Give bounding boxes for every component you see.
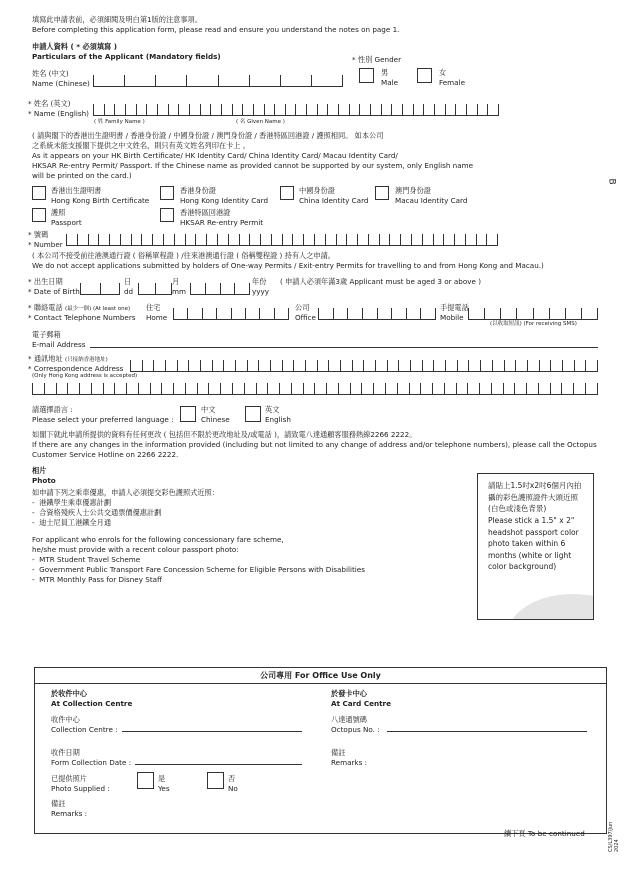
office-phone-label-en: Office <box>295 313 316 322</box>
doc-passport-zh: 護照 <box>51 208 66 217</box>
collection-centre-label-zh: 收件中心 <box>51 715 80 724</box>
remarks-label-zh: 備註 <box>51 799 66 808</box>
name-english-label-en: * Name (English) <box>28 109 89 118</box>
photo-intro-en-2: he/she must provide with a recent colour passport photo: <box>32 545 239 554</box>
lang-english-zh: 英文 <box>265 405 280 414</box>
given-name-caption: ( 名 Given Name ) <box>236 119 285 125</box>
dob-day-label-en: dd <box>124 287 134 296</box>
photo-item-en-1-text: MTR Student Travel Scheme <box>39 555 141 564</box>
photo-heading-en: Photo <box>32 476 56 485</box>
office-phone-input[interactable] <box>318 308 436 320</box>
address-label-en: * Correspondence Address <box>28 364 124 373</box>
office-phone-label-zh: 公司 <box>295 303 310 312</box>
contact-label-zh <box>28 303 130 313</box>
doc-macau-id-en: Macau Identity Card <box>395 196 468 205</box>
office-use-title: 公司專用 For Office Use Only <box>35 668 606 684</box>
permit-note-zh: ( 本公司不接受前往港澳通行證 ( 俗稱單程證 ) /往來港澳通行證 ( 俗稱雙程證 ) 持有人之申請。 <box>32 251 335 260</box>
photo-item-en-1: - MTR Student Travel Scheme <box>32 555 141 564</box>
photo-heading-zh: 相片 <box>32 466 47 475</box>
form-code: CS/L397/Jun 2024 <box>608 821 621 852</box>
doc-hk-id-en: Hong Kong Identity Card <box>180 196 269 205</box>
photo-item-en-2: - Government Public Transport Fare Concession Scheme for Eligible Persons with Disabilities <box>32 565 365 574</box>
change-note-en-2: Customer Service Hotline on 2266 2222. <box>32 450 179 459</box>
collection-date-label-zh: 收件日期 <box>51 748 80 757</box>
photo-item-zh-2: - 合資格殘疾人士公共交通票價優惠計劃 <box>32 508 162 517</box>
address-note-zh: (只接納香港地址) <box>64 357 108 363</box>
change-note-zh: 如閣下就此申請所提供的資料有任何更改 ( 包括但不限於更改地址及/或電話 )，請致電八達通顧客服務熱線2266 2222。 <box>32 430 417 439</box>
id-note-en-3: will be printed on the card.) <box>32 171 132 180</box>
permit-note-en: We do not accept applications submitted by holders of One-way Permits / Exit-entry Permits for travelling to and from Hong Kong and Macau.) <box>32 261 544 270</box>
email-input[interactable] <box>90 347 598 348</box>
octopus-no-label-zh: 八達通號碼 <box>331 715 367 724</box>
yes-label-en: Yes <box>158 784 170 793</box>
doc-china-id-en: China Identity Card <box>299 196 369 205</box>
doc-hk-id-checkbox[interactable] <box>160 186 174 200</box>
intro-zh: 填寫此申請表前，必須細閱及明白第1版的注意事項。 <box>32 15 202 24</box>
doc-macau-id-checkbox[interactable] <box>375 186 389 200</box>
name-english-input[interactable] <box>93 104 499 116</box>
name-chinese-label-zh: 姓名 (中文) <box>32 69 69 78</box>
address-label-zh <box>28 354 108 364</box>
male-label-en: Male <box>381 78 399 87</box>
id-note-en-1: As it appears on your HK Birth Certificate/ HK Identity Card/ China Identity Card/ Macau Identity Card/ <box>32 151 398 160</box>
lang-chinese-zh: 中文 <box>201 405 216 414</box>
intro-en: Before completing this application form, please read and ensure you understand the notes on page 1. <box>32 25 400 34</box>
family-name-caption: ( 姓 Family Name ) <box>94 119 145 125</box>
id-number-input[interactable] <box>66 234 498 246</box>
number-label-en: * Number <box>28 240 63 249</box>
language-english-checkbox[interactable] <box>245 406 261 422</box>
mobile-label-en: Mobile <box>440 313 464 322</box>
photo-supplied-label-zh: 已提供照片 <box>51 774 87 783</box>
photo-item-zh-1: - 港鐵學生乘車優惠計劃 <box>32 498 112 507</box>
collection-centre-heading-zh: 於收件中心 <box>51 689 87 698</box>
gender-label: * 性別 Gender <box>352 55 402 64</box>
photo-supplied-no-checkbox[interactable] <box>207 772 224 789</box>
photo-upload-area[interactable] <box>477 473 594 620</box>
dob-label-zh: * 出生日期 <box>28 277 63 286</box>
id-note-en-2: HKSAR Re-entry Permit/ Passport. If the Chinese name as provided cannot be supported by our system, only English name <box>32 161 474 170</box>
email-label-en: E-mail Address <box>32 340 86 349</box>
dob-day-label-zh: 日 <box>124 277 132 286</box>
photo-supplied-yes-checkbox[interactable] <box>137 772 154 789</box>
age-note: ( 申請人必須年滿3歲 Applicant must be aged 3 or above ) <box>280 277 482 286</box>
change-note-en-1: If there are any changes in the information provided (including but not limited to any change of address and/or telephone numbers), please call the Octopus <box>32 440 597 449</box>
sms-note: (以收取短訊) (For receiving SMS) <box>490 321 577 327</box>
language-chinese-checkbox[interactable] <box>180 406 196 422</box>
doc-passport-checkbox[interactable] <box>32 208 46 222</box>
photo-item-en-2-text: Government Public Transport Fare Concession Scheme for Eligible Persons with Disabilities <box>39 565 365 574</box>
dob-label-en: * Date of Birth <box>28 287 80 296</box>
home-phone-input[interactable] <box>173 308 289 320</box>
gender-male-checkbox[interactable] <box>359 68 374 83</box>
office-use-section <box>34 667 607 834</box>
card-centre-heading-en: At Card Centre <box>331 699 391 708</box>
photo-item-zh-1-text: 港鐵學生乘車優惠計劃 <box>39 498 112 507</box>
address-note-en: (Only Hong Kong address is accepted) <box>32 373 138 379</box>
doc-hk-birth-cert-en: Hong Kong Birth Certificate <box>51 196 150 205</box>
photo-placeholder-curve <box>508 594 594 620</box>
doc-china-id-checkbox[interactable] <box>280 186 294 200</box>
collection-centre-heading-en: At Collection Centre <box>51 699 133 708</box>
octopus-no-input[interactable] <box>387 731 587 732</box>
applicant-heading-zh: 申請人資料 ( * 必須填寫 ) <box>32 42 118 51</box>
home-label-en: Home <box>146 313 168 322</box>
photo-item-zh-2-text: 合資格殘疾人士公共交通票價優惠計劃 <box>39 508 162 517</box>
address-line-1-input[interactable] <box>130 360 598 372</box>
continued-en: To be continued <box>527 829 585 838</box>
contact-label-zh-text: * 聯絡電話 <box>28 303 63 312</box>
photo-item-zh-3: - 迪士尼員工港鐵全月通 <box>32 518 112 527</box>
doc-macau-id-zh: 澳門身份證 <box>395 186 431 195</box>
lang-english-en: English <box>265 415 291 424</box>
collection-centre-input[interactable] <box>122 731 302 732</box>
photo-supplied-label-en: Photo Supplied : <box>51 784 110 793</box>
collection-date-input[interactable] <box>135 764 302 765</box>
language-label-en: Please select your preferred language : <box>32 415 174 424</box>
applicant-heading-en: Particulars of the Applicant (Mandatory fields) <box>32 52 221 61</box>
id-note-zh-1: ( 請與閣下的香港出生證明書 / 香港身份證 / 中國身份證 / 澳門身份證 / 香港特區回港證 / 護照相同。 如本公司 <box>32 131 384 140</box>
photo-item-zh-3-text: 迪士尼員工港鐵全月通 <box>39 518 112 527</box>
number-label-zh: * 號碼 <box>28 230 49 239</box>
continued-label <box>504 829 585 838</box>
photo-intro-zh: 如申請下列之乘車優惠，申請人必須提交彩色護照式近照： <box>32 488 219 497</box>
doc-reentry-permit-zh: 香港特區回港證 <box>180 208 231 217</box>
yes-label-zh: 是 <box>158 774 166 783</box>
gender-female-checkbox[interactable] <box>417 68 432 83</box>
dob-year-label-en: yyyy <box>252 287 270 296</box>
photo-item-en-3-text: MTR Monthly Pass for Disney Staff <box>39 575 162 584</box>
octopus-no-label-en: Octopus No. : <box>331 725 380 734</box>
photo-intro-en-1: For applicant who enrols for the following concessionary fare scheme, <box>32 535 284 544</box>
dob-year-label-zh: 年份 <box>252 277 267 286</box>
language-label-zh: 請選擇語言 : <box>32 405 73 414</box>
remarks-label-en: Remarks : <box>51 809 88 818</box>
card-remarks-label-en: Remarks : <box>331 758 368 767</box>
photo-item-en-3: - MTR Monthly Pass for Disney Staff <box>32 575 162 584</box>
no-label-zh: 否 <box>228 774 236 783</box>
photo-box-en: Please stick a 1.5" x 2" headshot passport color photo taken within 6 months (white or light color background) <box>488 515 579 572</box>
dob-month-label-zh: 月 <box>172 277 180 286</box>
no-label-en: No <box>228 784 238 793</box>
male-label-zh: 男 <box>381 68 389 77</box>
doc-reentry-permit-en: HKSAR Re-entry Permit <box>180 218 264 227</box>
continued-zh: 續下頁 <box>504 829 526 838</box>
contact-label-en: * Contact Telephone Numbers <box>28 313 136 322</box>
page-marker: B <box>606 178 617 185</box>
doc-hk-id-zh: 香港身份證 <box>180 186 216 195</box>
contact-at-least-one: (最少一個) (At least one) <box>64 306 131 312</box>
dob-year-input[interactable] <box>190 283 250 295</box>
doc-china-id-zh: 中國身份證 <box>299 186 335 195</box>
female-label-zh: 女 <box>439 68 447 77</box>
dob-day-input[interactable] <box>80 283 120 295</box>
address-line-2-input[interactable] <box>32 383 598 395</box>
card-centre-heading-zh: 於發卡中心 <box>331 689 367 698</box>
name-chinese-label-en: Name (Chinese) <box>32 79 90 88</box>
name-chinese-input[interactable] <box>93 75 343 87</box>
female-label-en: Female <box>439 78 465 87</box>
address-label-zh-text: * 通訊地址 <box>28 354 63 363</box>
home-label-zh: 住宅 <box>146 303 161 312</box>
mobile-label-zh: 手提電話 <box>440 303 469 312</box>
doc-reentry-permit-checkbox[interactable] <box>160 208 174 222</box>
mobile-phone-input[interactable] <box>468 308 598 320</box>
name-english-label-zh: * 姓名 (英文) <box>28 99 71 108</box>
email-label-zh: 電子郵箱 <box>32 330 61 339</box>
doc-passport-en: Passport <box>51 218 82 227</box>
collection-centre-label-en: Collection Centre : <box>51 725 118 734</box>
doc-hk-birth-cert-zh: 香港出生證明書 <box>51 186 102 195</box>
doc-hk-birth-cert-checkbox[interactable] <box>32 186 46 200</box>
collection-date-label-en: Form Collection Date : <box>51 758 132 767</box>
dob-month-input[interactable] <box>138 283 172 295</box>
card-remarks-label-zh: 備註 <box>331 748 346 757</box>
photo-box-zh: 請貼上1.5吋x2吋6個月內拍攝的彩色護照證件大頭近照(白色或淺色背景) <box>488 481 582 514</box>
lang-chinese-en: Chinese <box>201 415 230 424</box>
id-note-zh-2: 之系統未能支援閣下提供之中文姓名，則只有英文姓名列印在卡上 。 <box>32 141 250 150</box>
dob-month-label-en: mm <box>172 287 187 296</box>
